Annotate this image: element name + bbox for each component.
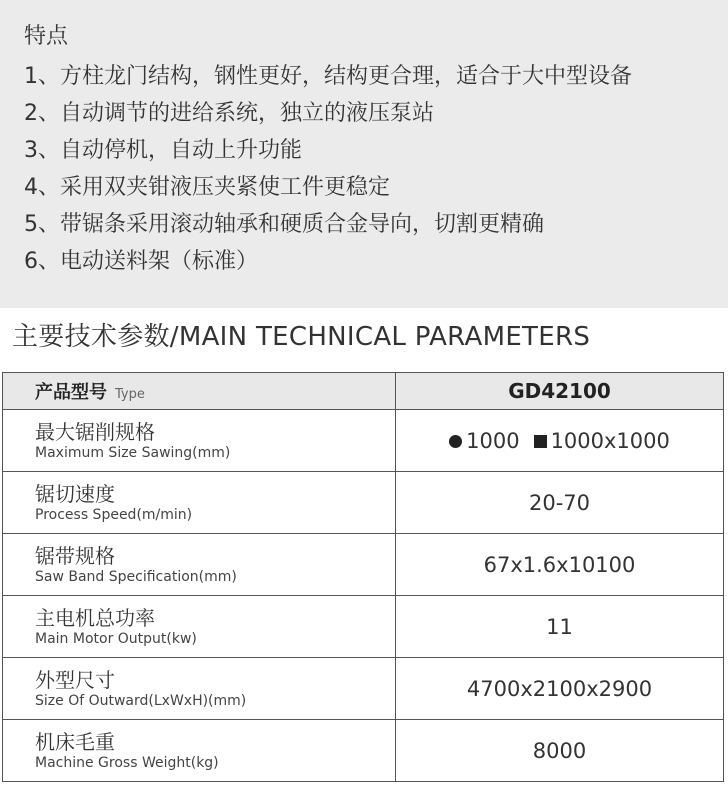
row-value: 67x1.6x10100 bbox=[396, 534, 724, 596]
table-row bbox=[3, 410, 724, 472]
model-number: GD42100 bbox=[508, 379, 611, 403]
row-label-en: Saw Band Specification(mm) bbox=[35, 568, 237, 585]
row-label-en: Machine Gross Weight(kg) bbox=[35, 754, 219, 771]
table-row bbox=[3, 472, 724, 534]
feature-item: 6、电动送料架（标准） bbox=[24, 249, 258, 274]
row-label-cell bbox=[3, 720, 396, 782]
feature-item: 4、采用双夹钳液压夹紧使工件更稳定 bbox=[24, 175, 390, 200]
feature-list bbox=[24, 58, 632, 280]
feature-item: 2、自动调节的进给系统，独立的液压泵站 bbox=[24, 101, 434, 126]
table-row bbox=[3, 720, 724, 782]
row-label-cell bbox=[3, 410, 396, 472]
row-label-en: Process Speed(m/min) bbox=[35, 506, 193, 523]
row-label-cell bbox=[3, 658, 396, 720]
table-row bbox=[3, 534, 724, 596]
type-sublabel: Type bbox=[115, 387, 145, 402]
feature-item: 1、方柱龙门结构，钢性更好，结构更合理，适合于大中型设备 bbox=[24, 64, 632, 89]
row-label-zh: 锯带规格 bbox=[35, 543, 115, 568]
row-value: 11 bbox=[396, 596, 724, 658]
row-value: 20-70 bbox=[396, 472, 724, 534]
row-label-en: Main Motor Output(kw) bbox=[35, 630, 197, 647]
row-label-zh: 锯切速度 bbox=[35, 481, 115, 506]
row-value: 4700x2100x2900 bbox=[396, 658, 724, 720]
row-label-en: Size Of Outward(LxWxH)(mm) bbox=[35, 692, 247, 709]
row-label-en: Maximum Size Sawing(mm) bbox=[35, 444, 231, 461]
table-header-row bbox=[3, 373, 724, 410]
row-label-zh: 机床毛重 bbox=[35, 729, 115, 754]
table-row bbox=[3, 658, 724, 720]
square-size-value: 1000x1000 bbox=[550, 429, 670, 453]
header-label-cell bbox=[3, 373, 396, 410]
row-value-cell bbox=[396, 410, 724, 472]
row-label-zh: 外型尺寸 bbox=[35, 667, 115, 692]
features-panel bbox=[0, 0, 728, 308]
row-label-zh: 主电机总功率 bbox=[35, 605, 155, 630]
filled-square-icon bbox=[534, 435, 547, 448]
feature-item: 3、自动停机，自动上升功能 bbox=[24, 138, 302, 163]
row-label-cell bbox=[3, 534, 396, 596]
feature-item: 5、带锯条采用滚动轴承和硬质合金导向，切割更精确 bbox=[24, 212, 544, 237]
row-label-cell bbox=[3, 472, 396, 534]
parameters-table bbox=[2, 372, 724, 782]
round-size-value: 1000 bbox=[466, 429, 520, 453]
parameters-title: 主要技术参数/MAIN TECHNICAL PARAMETERS bbox=[12, 322, 591, 352]
row-value: 8000 bbox=[396, 720, 724, 782]
type-label: 产品型号 bbox=[35, 382, 107, 403]
table-row bbox=[3, 596, 724, 658]
row-label-zh: 最大锯削规格 bbox=[35, 419, 155, 444]
header-value-cell bbox=[396, 373, 724, 410]
filled-circle-icon bbox=[449, 435, 462, 448]
features-title: 特点 bbox=[24, 24, 69, 49]
row-label-cell bbox=[3, 596, 396, 658]
